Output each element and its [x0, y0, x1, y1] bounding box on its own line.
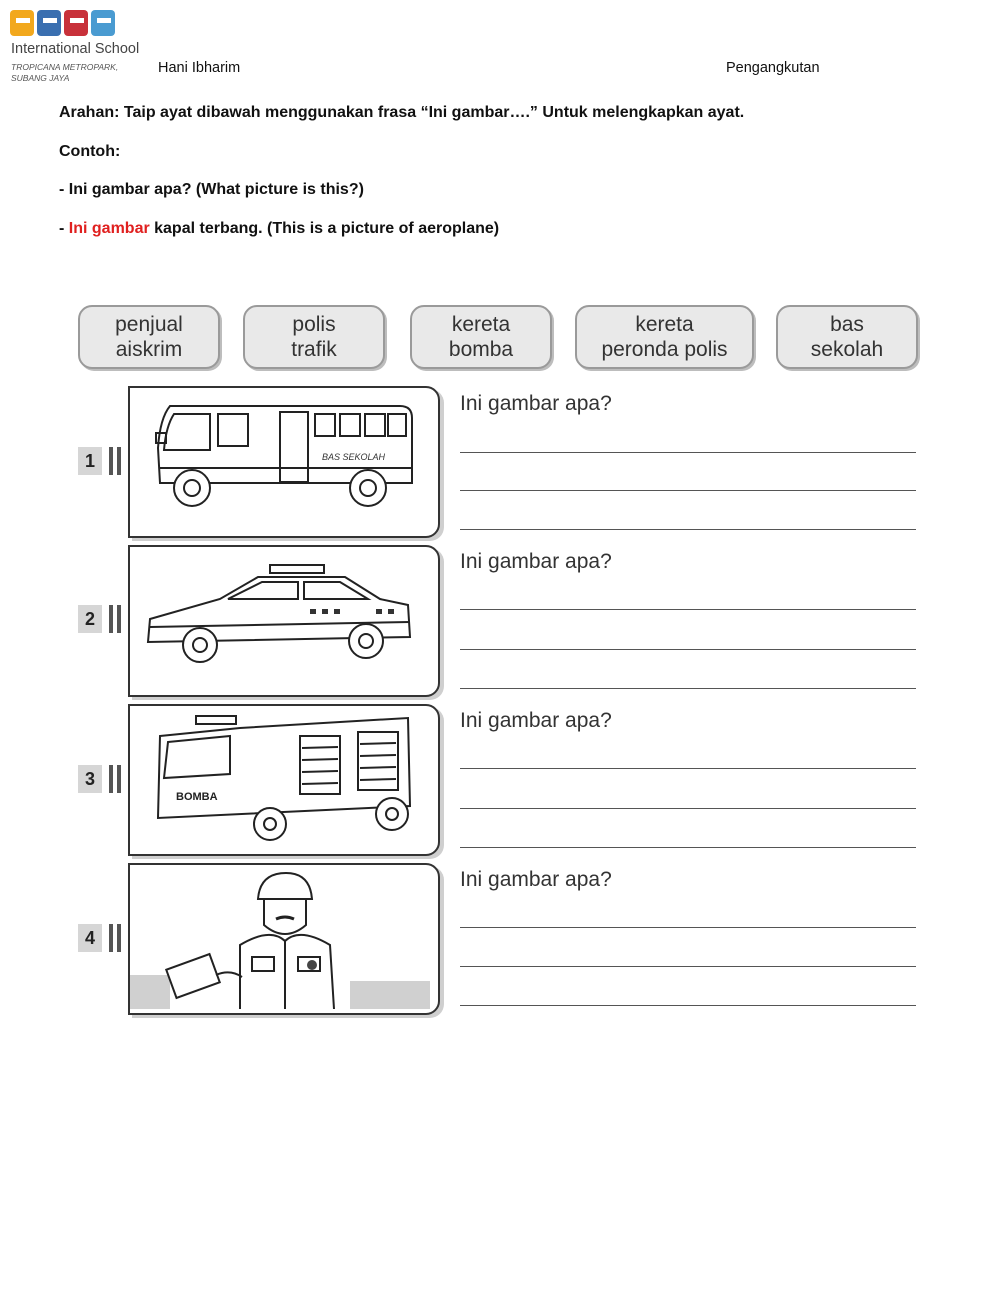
number-bars-icon [106, 924, 128, 952]
question-number: 1 [78, 447, 102, 475]
word-chip-line2: aiskrim [115, 338, 183, 361]
word-chip-penjual-aiskrim [78, 305, 220, 369]
word-chip-polis-trafik [243, 305, 385, 369]
example-answer [59, 220, 499, 238]
word-chip-line2: sekolah [810, 338, 884, 361]
question-prompt: Ini gambar apa? [460, 709, 612, 732]
answer-line[interactable] [460, 649, 916, 650]
instruction-text: Arahan: Taip ayat dibawah menggunakan frasa “Ini gambar….” Untuk melengkapkan ayat. [59, 104, 745, 121]
example-heading: Contoh: [59, 143, 121, 160]
word-chip-line1: penjual [115, 313, 183, 336]
question-number: 4 [78, 924, 102, 952]
answer-line[interactable] [460, 847, 916, 848]
picture-frame [128, 704, 440, 856]
picture-frame [128, 545, 440, 697]
question-prompt: Ini gambar apa? [460, 868, 612, 891]
word-chip-line1: bas [830, 313, 864, 336]
number-bars-icon [106, 765, 128, 793]
bus-label: BAS SEKOLAH [322, 452, 386, 462]
picture-frame [128, 863, 440, 1015]
traffic-police-icon [130, 865, 430, 1009]
fire-engine-icon [130, 706, 430, 850]
answer-line[interactable] [460, 1005, 916, 1006]
topic-title: Pengangkutan [726, 60, 820, 76]
word-chip-kereta-peronda-polis [575, 305, 754, 369]
answer-line[interactable] [460, 927, 916, 928]
school-location: TROPICANA METROPARK, SUBANG JAYA [11, 62, 119, 83]
answer-line[interactable] [460, 490, 916, 491]
gems-logo-icon [10, 10, 118, 36]
word-chip-line2: trafik [291, 338, 337, 361]
word-chip-bas-sekolah [776, 305, 918, 369]
school-bus-icon [130, 388, 430, 532]
word-chip-line1: polis [292, 313, 336, 336]
answer-line[interactable] [460, 966, 916, 967]
word-chip-line1: kereta [635, 313, 694, 336]
answer-line[interactable] [460, 688, 916, 689]
police-car-icon [130, 547, 430, 691]
example-answer-rest: kapal terbang. (This is a picture of aeroplane) [149, 220, 500, 237]
school-name: International School [11, 41, 140, 57]
example-question: - Ini gambar apa? (What picture is this?) [59, 181, 364, 198]
question-number: 2 [78, 605, 102, 633]
answer-line[interactable] [460, 808, 916, 809]
answer-line[interactable] [460, 609, 916, 610]
bomba-label: BOMBA [176, 791, 218, 803]
number-bars-icon [106, 605, 128, 633]
word-chip-line2: peronda polis [601, 338, 728, 361]
word-chip-line2: bomba [448, 338, 514, 361]
picture-frame [128, 386, 440, 538]
answer-line[interactable] [460, 452, 916, 453]
answer-line[interactable] [460, 768, 916, 769]
question-number: 3 [78, 765, 102, 793]
answer-line[interactable] [460, 529, 916, 530]
example-answer-prefix: - [59, 220, 69, 237]
question-prompt: Ini gambar apa? [460, 392, 612, 415]
word-chip-line1: kereta [451, 313, 511, 336]
teacher-name: Hani Ibharim [158, 60, 241, 76]
word-chip-kereta-bomba [410, 305, 552, 369]
question-prompt: Ini gambar apa? [460, 550, 612, 573]
example-answer-highlight: Ini gambar [68, 220, 150, 237]
number-bars-icon [106, 447, 128, 475]
